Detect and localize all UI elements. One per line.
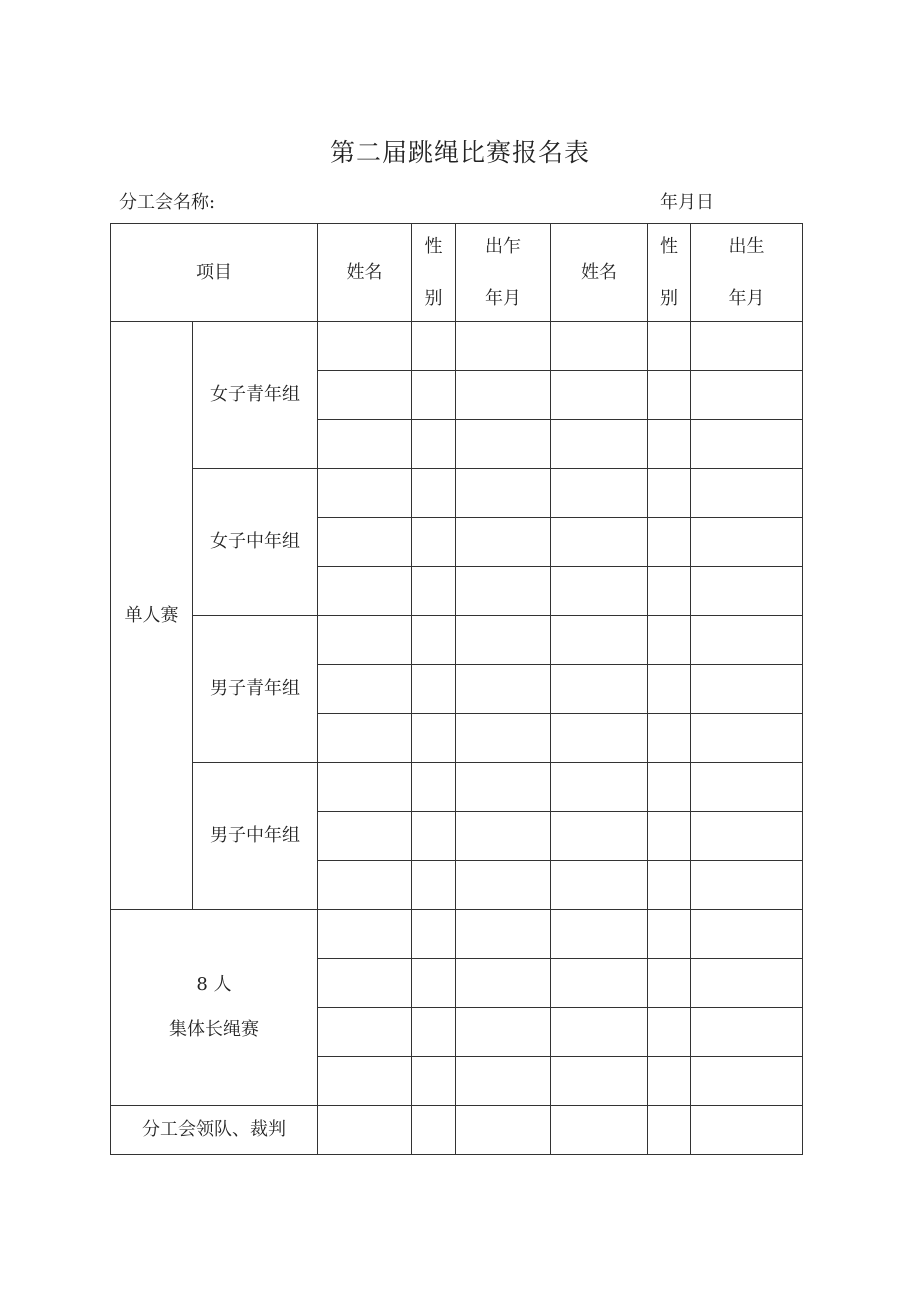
table-row xyxy=(111,763,803,812)
entry-cell[interactable] xyxy=(318,1008,412,1057)
entry-cell[interactable] xyxy=(551,665,648,714)
entry-cell[interactable] xyxy=(412,567,456,616)
entry-cell[interactable] xyxy=(691,420,803,469)
entry-cell[interactable] xyxy=(318,371,412,420)
entry-cell[interactable] xyxy=(456,420,551,469)
entry-cell[interactable] xyxy=(456,1057,551,1106)
entry-cell[interactable] xyxy=(691,763,803,812)
header-gender-2-bottom: 别 xyxy=(660,287,678,309)
header-name-1: 姓名 xyxy=(318,224,412,322)
entry-cell[interactable] xyxy=(648,322,691,371)
entry-cell[interactable] xyxy=(412,420,456,469)
entry-cell[interactable] xyxy=(551,714,648,763)
union-name-label: 分工会名称: xyxy=(119,192,216,213)
group-label: 男子中年组 xyxy=(193,763,318,910)
entry-cell[interactable] xyxy=(412,322,456,371)
entry-cell[interactable] xyxy=(648,616,691,665)
entry-cell[interactable] xyxy=(318,714,412,763)
entry-cell[interactable] xyxy=(318,518,412,567)
entry-cell[interactable] xyxy=(551,518,648,567)
entry-cell[interactable] xyxy=(551,861,648,910)
entry-cell[interactable] xyxy=(648,420,691,469)
header-birth-2-top: 出生 xyxy=(728,235,765,257)
entry-cell[interactable] xyxy=(456,616,551,665)
entry-cell[interactable] xyxy=(318,910,412,959)
header-birth-1-bottom: 年月 xyxy=(485,287,521,309)
table-row xyxy=(111,616,803,665)
entry-cell[interactable] xyxy=(648,763,691,812)
entry-cell[interactable] xyxy=(551,322,648,371)
entry-cell[interactable] xyxy=(551,1057,648,1106)
entry-cell[interactable] xyxy=(648,1008,691,1057)
entry-cell[interactable] xyxy=(412,1057,456,1106)
table-row xyxy=(111,322,803,371)
entry-cell[interactable] xyxy=(456,518,551,567)
entry-cell[interactable] xyxy=(551,959,648,1008)
group-label: 女子青年组 xyxy=(193,322,318,469)
entry-cell[interactable] xyxy=(456,910,551,959)
entry-cell[interactable] xyxy=(648,714,691,763)
team-event-label xyxy=(111,910,318,1106)
header-gender-1 xyxy=(412,224,456,322)
entry-cell[interactable] xyxy=(551,812,648,861)
entry-cell[interactable] xyxy=(648,469,691,518)
entry-cell[interactable] xyxy=(456,812,551,861)
entry-cell[interactable] xyxy=(412,616,456,665)
entry-cell[interactable] xyxy=(691,812,803,861)
entry-cell[interactable] xyxy=(551,1106,648,1155)
entry-cell[interactable] xyxy=(648,959,691,1008)
entry-cell[interactable] xyxy=(318,763,412,812)
entry-cell[interactable] xyxy=(551,1008,648,1057)
entry-cell[interactable] xyxy=(551,616,648,665)
entry-cell[interactable] xyxy=(648,861,691,910)
entry-cell[interactable] xyxy=(648,371,691,420)
entry-cell[interactable] xyxy=(318,322,412,371)
entry-cell[interactable] xyxy=(691,665,803,714)
page-title: 第二届跳绳比赛报名表 xyxy=(329,138,590,167)
table-row xyxy=(111,1106,803,1155)
registration-table xyxy=(110,223,803,1155)
header-birth-1-top: 出乍 xyxy=(485,235,521,257)
entry-cell[interactable] xyxy=(412,665,456,714)
entry-cell[interactable] xyxy=(456,567,551,616)
entry-cell[interactable] xyxy=(318,959,412,1008)
entry-cell[interactable] xyxy=(551,567,648,616)
entry-cell[interactable] xyxy=(551,910,648,959)
entry-cell[interactable] xyxy=(318,567,412,616)
entry-cell[interactable] xyxy=(456,322,551,371)
header-gender-1-top: 性 xyxy=(424,235,443,257)
entry-cell[interactable] xyxy=(648,518,691,567)
header-name-2: 姓名 xyxy=(551,224,648,322)
entry-cell[interactable] xyxy=(456,1106,551,1155)
entry-cell[interactable] xyxy=(691,1008,803,1057)
entry-cell[interactable] xyxy=(648,910,691,959)
entry-cell[interactable] xyxy=(648,567,691,616)
group-label: 男子青年组 xyxy=(193,616,318,763)
entry-cell[interactable] xyxy=(551,469,648,518)
table-row xyxy=(111,910,803,959)
table-row xyxy=(111,469,803,518)
entry-cell[interactable] xyxy=(551,420,648,469)
header-birth-1 xyxy=(456,224,551,322)
entry-cell[interactable] xyxy=(551,763,648,812)
entry-cell[interactable] xyxy=(318,1106,412,1155)
entry-cell[interactable] xyxy=(648,665,691,714)
date-label: 年月日 xyxy=(660,192,714,213)
header-birth-2-bottom: 年月 xyxy=(728,287,765,309)
header-birth-2 xyxy=(691,224,803,322)
entry-cell[interactable] xyxy=(691,959,803,1008)
group-label: 女子中年组 xyxy=(193,469,318,616)
team-event-name: 集体长绳赛 xyxy=(169,1019,259,1040)
entry-cell[interactable] xyxy=(551,371,648,420)
header-gender-1-bottom: 别 xyxy=(424,287,443,309)
entry-cell[interactable] xyxy=(691,910,803,959)
entry-cell[interactable] xyxy=(691,1106,803,1155)
entry-cell[interactable] xyxy=(412,861,456,910)
header-item: 项目 xyxy=(111,224,318,322)
entry-cell[interactable] xyxy=(318,469,412,518)
entry-cell[interactable] xyxy=(456,714,551,763)
entry-cell[interactable] xyxy=(412,763,456,812)
entry-cell[interactable] xyxy=(318,1057,412,1106)
entry-cell[interactable] xyxy=(691,714,803,763)
entry-cell[interactable] xyxy=(412,812,456,861)
entry-cell[interactable] xyxy=(456,469,551,518)
entry-cell[interactable] xyxy=(318,665,412,714)
entry-cell[interactable] xyxy=(412,959,456,1008)
entry-cell[interactable] xyxy=(412,910,456,959)
entry-cell[interactable] xyxy=(456,763,551,812)
entry-cell[interactable] xyxy=(456,1008,551,1057)
entry-cell[interactable] xyxy=(648,1057,691,1106)
entry-cell[interactable] xyxy=(318,616,412,665)
entry-cell[interactable] xyxy=(456,861,551,910)
entry-cell[interactable] xyxy=(412,371,456,420)
entry-cell[interactable] xyxy=(456,959,551,1008)
leader-label: 分工会领队、裁判 xyxy=(111,1106,318,1155)
entry-cell[interactable] xyxy=(691,371,803,420)
team-size: 8 人 xyxy=(196,974,232,995)
entry-cell[interactable] xyxy=(691,322,803,371)
entry-cell[interactable] xyxy=(691,518,803,567)
entry-cell[interactable] xyxy=(691,469,803,518)
entry-cell[interactable] xyxy=(648,1106,691,1155)
entry-cell[interactable] xyxy=(691,1057,803,1106)
entry-cell[interactable] xyxy=(456,665,551,714)
single-label: 单人赛 xyxy=(111,322,193,910)
entry-cell[interactable] xyxy=(691,616,803,665)
entry-cell[interactable] xyxy=(691,567,803,616)
entry-cell[interactable] xyxy=(456,371,551,420)
entry-cell[interactable] xyxy=(412,1106,456,1155)
header-gender-2-top: 性 xyxy=(660,235,678,257)
header-row xyxy=(111,224,803,322)
entry-cell[interactable] xyxy=(412,714,456,763)
entry-cell[interactable] xyxy=(318,812,412,861)
entry-cell[interactable] xyxy=(412,518,456,567)
entry-cell[interactable] xyxy=(691,861,803,910)
entry-cell[interactable] xyxy=(412,469,456,518)
header-gender-2 xyxy=(648,224,691,322)
entry-cell[interactable] xyxy=(318,420,412,469)
entry-cell[interactable] xyxy=(412,1008,456,1057)
entry-cell[interactable] xyxy=(318,861,412,910)
entry-cell[interactable] xyxy=(648,812,691,861)
